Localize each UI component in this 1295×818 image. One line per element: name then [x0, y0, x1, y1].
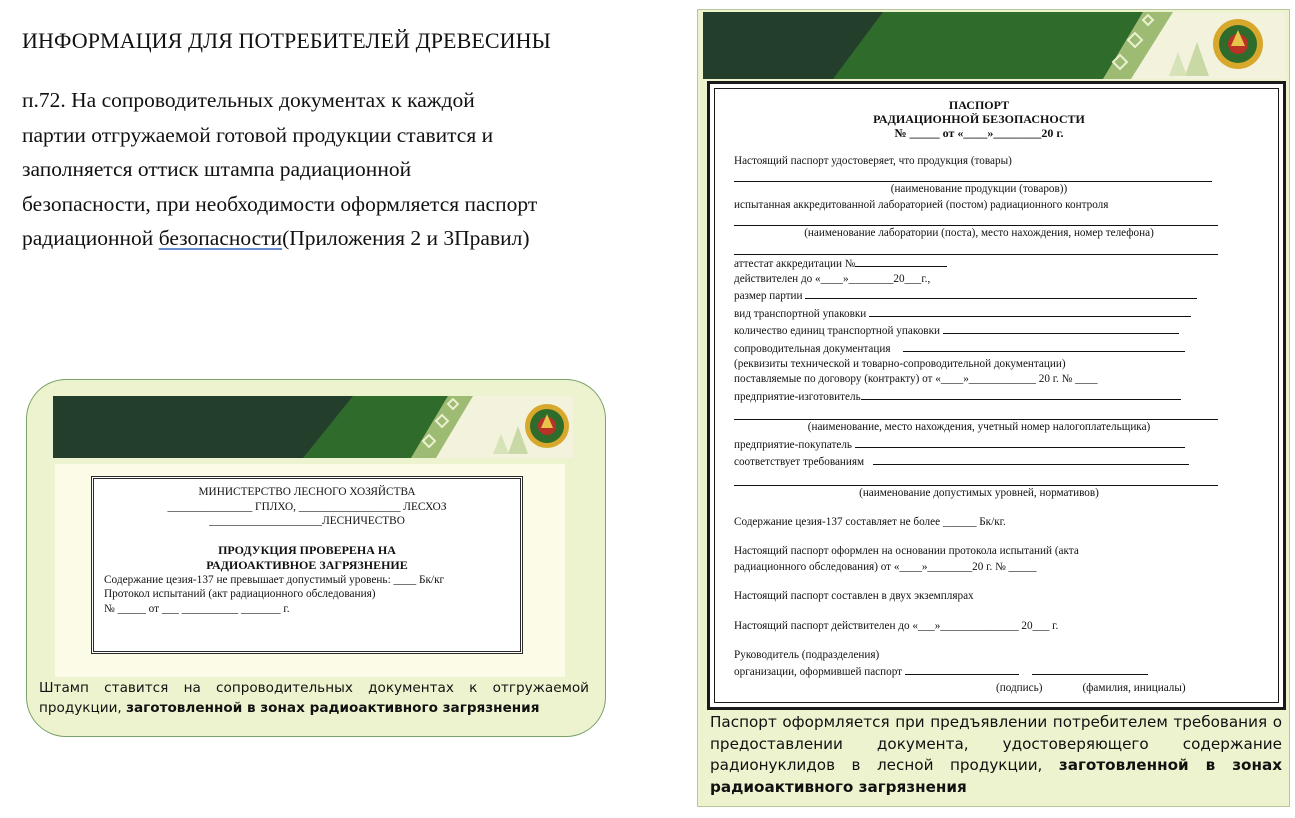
passport-line: действителен до «____»________20___г.,: [734, 273, 931, 286]
caption-bold: заготовленной в зонах радиоактивного загрязнения: [126, 700, 540, 716]
passport-line: организации, оформившей паспорт: [734, 663, 1224, 680]
stamp-line: ____________________ЛЕСНИЧЕСТВО: [209, 515, 405, 528]
passport-line: предприятие-покупатель: [734, 436, 1224, 453]
stamp-ministry: МИНИСТЕРСТВО ЛЕСНОГО ХОЗЯЙСТВА: [198, 486, 416, 498]
passport-document: [707, 81, 1286, 710]
passport-line: соответствует требованиям: [734, 453, 1224, 470]
caption-text: Штамп ставится на сопроводительных документах к отгружаемой продукции,: [39, 680, 589, 716]
passport-title: ПАСПОРТ: [948, 98, 1010, 112]
passport-line: размер партии: [734, 287, 1224, 304]
passport-line: количество единиц транспортной упаковки: [734, 322, 1224, 339]
stamp-protocol: Протокол испытаний (акт радиационного обследования): [104, 588, 376, 601]
paragraph-line: партии отгружаемой готовой продукции ставится и: [22, 122, 494, 147]
passport-line: Настоящий паспорт удостоверяет, что продукция (товары): [734, 155, 1012, 167]
passport-caption: [710, 712, 1282, 798]
passport-title: РАДИАЦИОННОЙ БЕЗОПАСНОСТИ: [873, 112, 1085, 126]
passport-line: Содержание цезия-137 составляет не более ______ Бк/кг.: [734, 515, 1006, 528]
paragraph-text: радиационной: [22, 226, 159, 250]
stamp-title: ПРОДУКЦИЯ ПРОВЕРЕНА НА: [218, 542, 396, 557]
forestry-emblem-icon: [1213, 19, 1263, 69]
passport-hint: (наименование продукции (товаров)): [890, 183, 1068, 196]
page-heading: ИНФОРМАЦИЯ ДЛЯ ПОТРЕБИТЕЛЕЙ ДРЕВЕСИНЫ: [22, 28, 551, 53]
passport-line: Настоящий паспорт составлен в двух экземплярах: [734, 590, 974, 603]
paragraph-line: п.72. На сопроводительных документах к каждой: [22, 88, 475, 112]
spellcheck-word: безопасности: [158, 226, 283, 250]
passport-line: радиационного обследования) от «____»________20 г. № _____: [734, 560, 1037, 573]
radiation-stamp: [91, 476, 523, 654]
passport-line: Руководитель (подразделения): [734, 648, 880, 661]
passport-card: [697, 9, 1290, 807]
stamp-card: [26, 379, 606, 737]
passport-line: Настоящий паспорт действителен до «___»______________ 20___ г.: [734, 619, 1059, 632]
passport-hint: (реквизиты технической и товарно-сопроводительной документации): [734, 358, 1066, 371]
stamp-caption: [39, 678, 589, 718]
passport-hint: (наименование лаборатории (поста), место нахождения, номер телефона): [804, 227, 1154, 240]
stamp-title: РАДИОАКТИВНОЕ ЗАГРЯЗНЕНИЕ: [206, 557, 408, 572]
caption-bold: заготовленной в зонах радиоактивного загрязнения: [710, 756, 1282, 796]
caption-text: Паспорт оформляется при предъявлении потребителем требования о предоставлении документа, удостоверяющего содержание радионуклидов в лесной продукции,: [710, 713, 1282, 774]
paragraph-line: безопасности, при необходимости оформляется паспорт: [22, 191, 538, 216]
paragraph-line: [22, 221, 662, 256]
passport-line: предприятие-изготовитель: [734, 388, 1224, 405]
forestry-banner: [53, 396, 573, 458]
forestry-emblem-icon: [525, 404, 569, 448]
passport-hint: (наименование допустимых уровней, нормативов): [859, 486, 1099, 499]
passport-hint: (наименование, место нахождения, учетный номер налогоплательщика): [807, 421, 1151, 434]
passport-line: сопроводительная документация: [734, 340, 1224, 357]
stamp-area: [55, 464, 565, 677]
passport-line: испытанная аккредитованной лабораторией (постом) радиационного контроля: [734, 198, 1109, 211]
stamp-line: _______________ ГПЛХО, __________________ ЛЕСХОЗ: [167, 500, 447, 513]
stamp-content: Содержание цезия-137 не превышает допустимый уровень: ____ Бк/кг: [104, 573, 445, 586]
stamp-number: № _____ от ___ __________ _______ г.: [104, 602, 290, 615]
passport-line: вид транспортной упаковки: [734, 305, 1224, 322]
paragraph-line: заполняется оттиск штампа радиационной: [22, 157, 412, 181]
paragraph-text: (Приложения 2 и 3Правил): [282, 226, 530, 250]
passport-line: аттестат аккредитации №: [734, 255, 1224, 272]
passport-line: Настоящий паспорт оформлен на основании протокола испытаний (акта: [734, 545, 1079, 558]
passport-line: поставляемые по договору (контракту) от «____»____________ 20 г. № ____: [734, 373, 1098, 386]
passport-signature-hints: (подпись) (фамилия, инициалы): [996, 681, 1186, 694]
regulation-paragraph: [22, 83, 662, 256]
passport-number: № _____ от «____»________20 г.: [894, 126, 1064, 140]
forestry-banner: [703, 12, 1285, 79]
